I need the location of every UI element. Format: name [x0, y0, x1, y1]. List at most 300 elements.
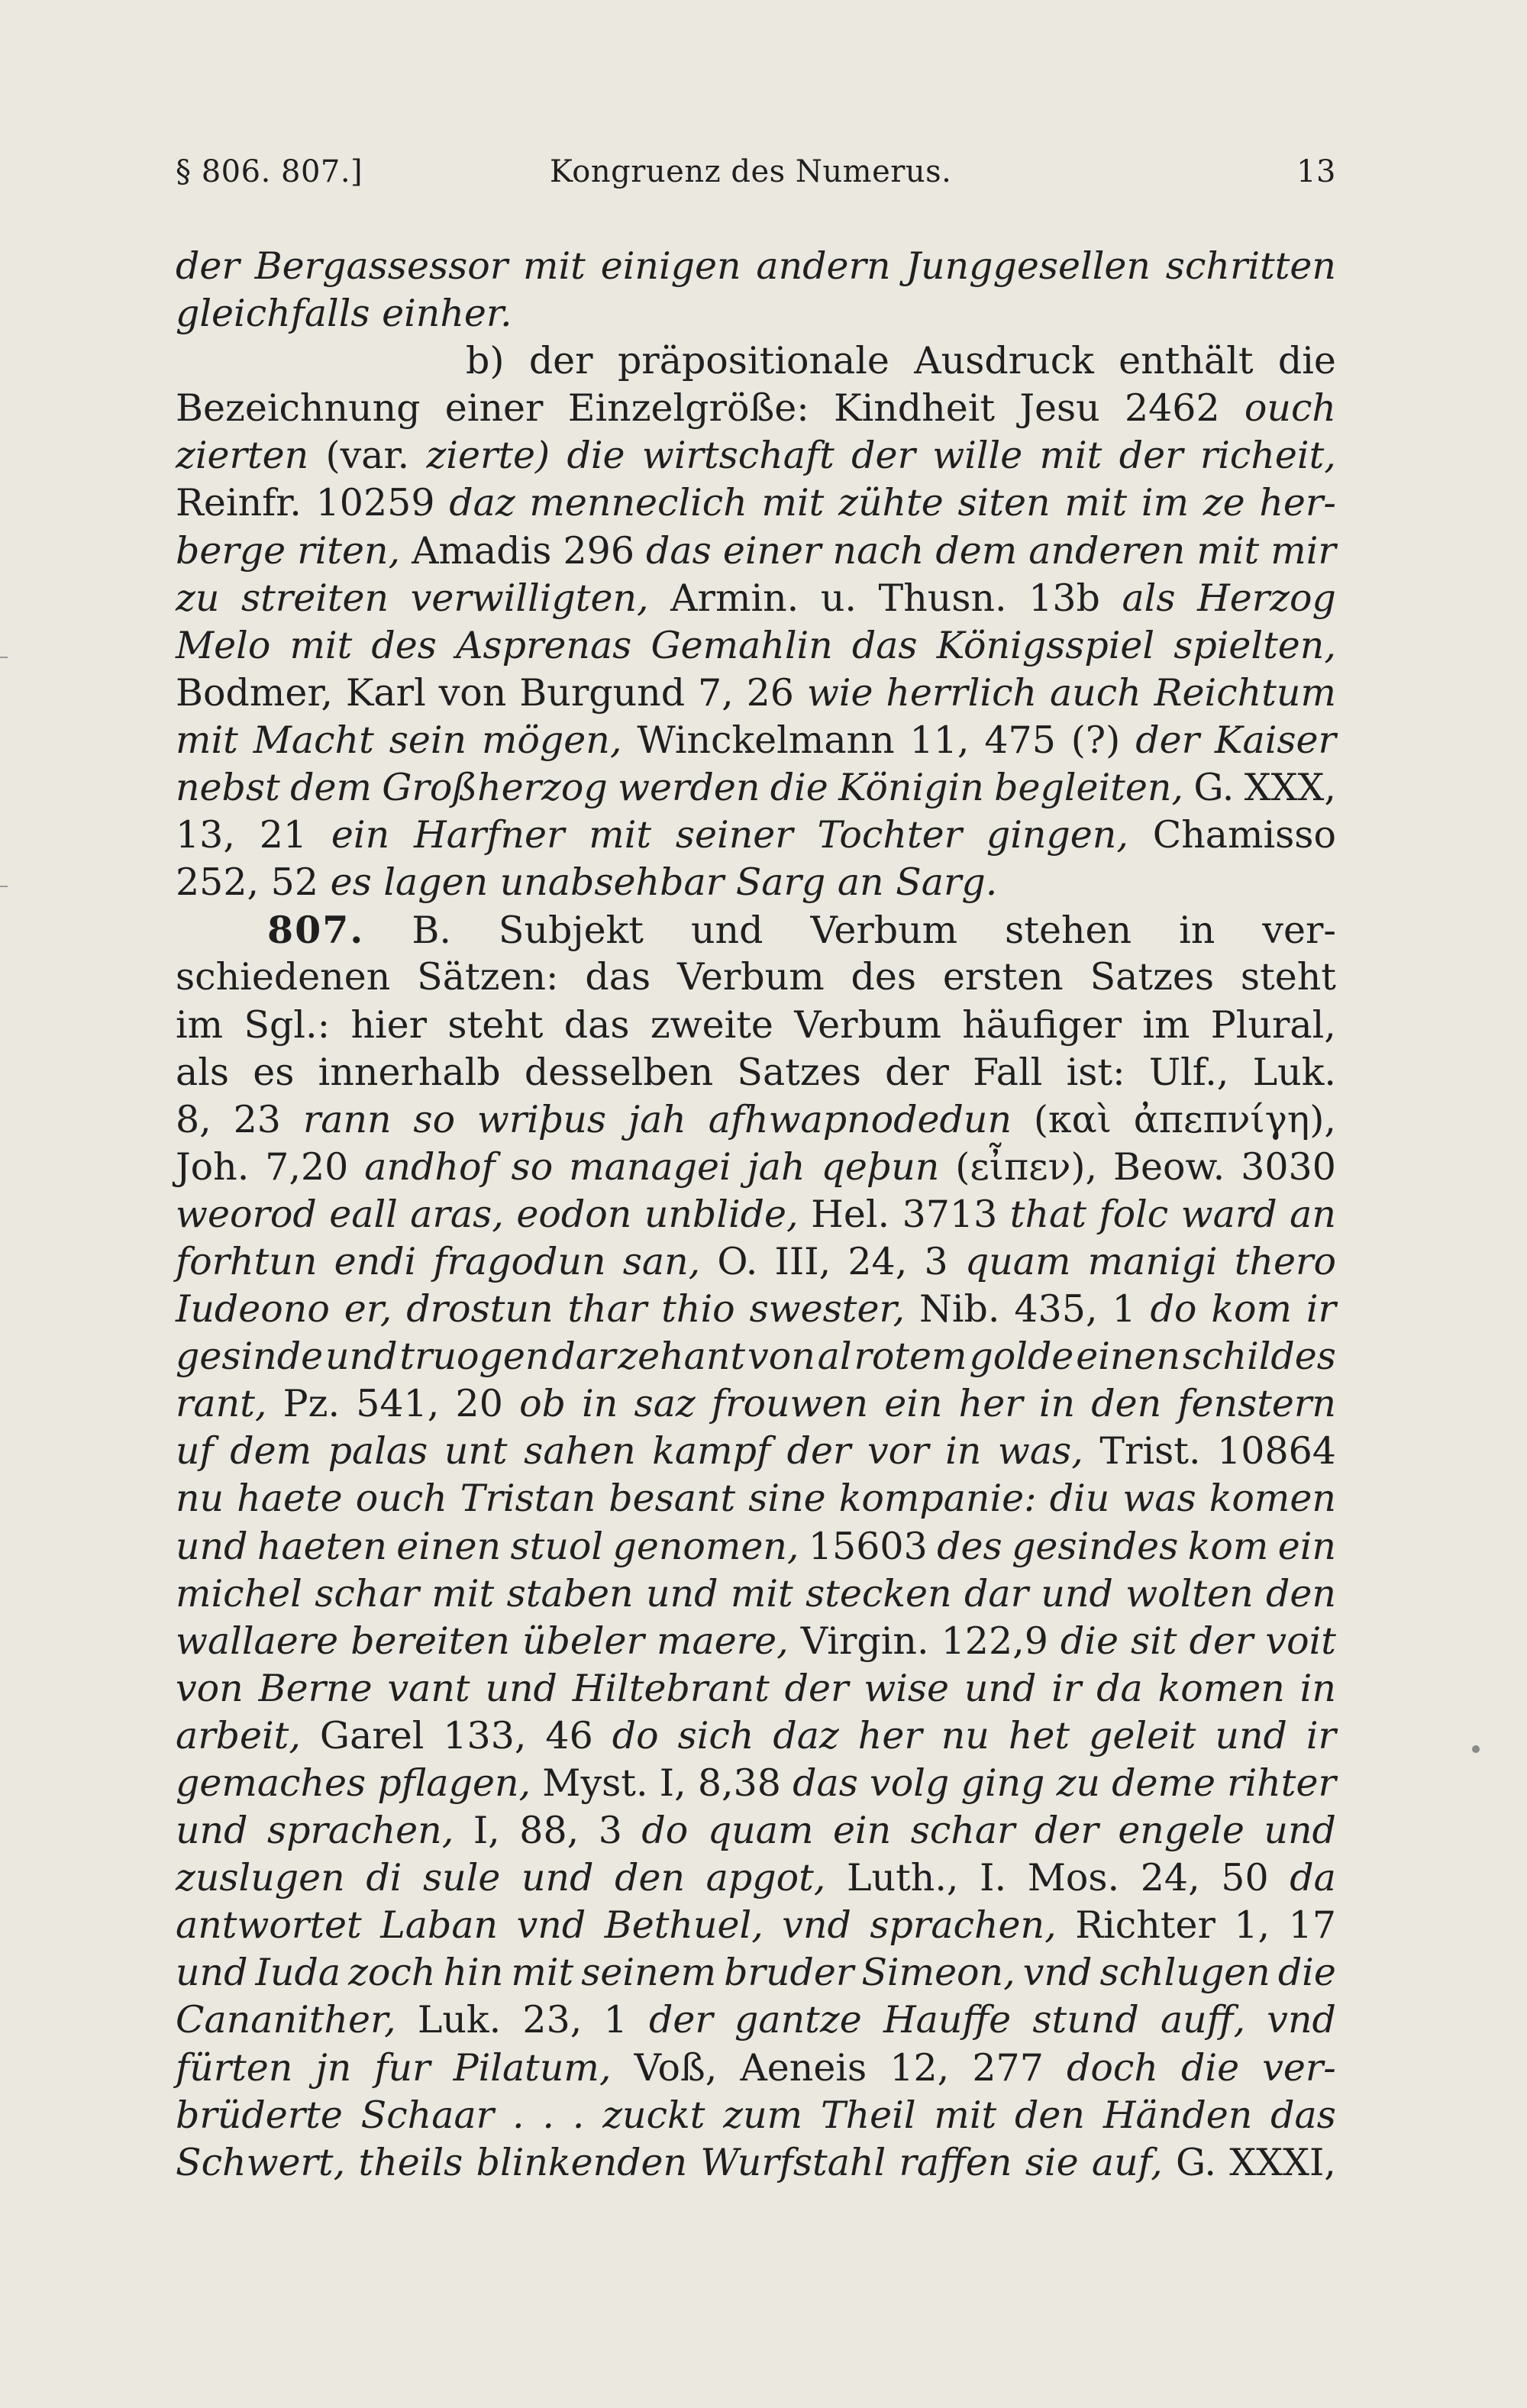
word: Aeneis: [740, 2045, 867, 2090]
word: mit: [431, 1571, 495, 1616]
word: Myst.: [542, 1761, 648, 1805]
word: mit: [1196, 528, 1260, 573]
word: 46: [545, 1713, 593, 1758]
word: schildes: [1182, 1335, 1336, 1379]
word: nu: [176, 1477, 224, 1521]
word: Macht: [253, 718, 374, 762]
word: bruder: [724, 1951, 854, 1995]
text-line: [176, 528, 1336, 575]
word: jah: [747, 1144, 805, 1189]
word: ein: [331, 813, 390, 857]
word: 23: [233, 1097, 281, 1141]
word: das: [851, 623, 918, 667]
word: den: [1015, 2093, 1085, 2137]
word: der: [1119, 434, 1183, 478]
word: und: [176, 1951, 248, 1995]
text-line: [176, 1854, 1336, 1902]
word: Jesu: [1019, 386, 1100, 431]
word: anderen: [1028, 528, 1186, 573]
word: die: [567, 434, 625, 478]
text-line: [176, 337, 1336, 385]
word: sprachen,: [870, 1903, 1057, 1948]
word: I,: [473, 1809, 500, 1853]
word: vnd: [516, 1903, 586, 1948]
word: sit: [1131, 1619, 1177, 1663]
main-text: [176, 243, 1336, 2187]
word: ir: [1051, 1666, 1082, 1710]
word: schlugen: [1099, 1951, 1270, 1995]
word: ἀπεπνίγη),: [1133, 1097, 1336, 1141]
word: drostun: [406, 1287, 554, 1332]
word: .: [542, 2093, 554, 2137]
word: und: [690, 909, 764, 953]
word: zu: [176, 576, 220, 620]
word: 277: [972, 2045, 1044, 2090]
word: menneclich: [529, 481, 747, 525]
word: zweite: [650, 1002, 773, 1047]
word: Luth.,: [847, 1856, 959, 1900]
word: diu: [1049, 1477, 1110, 1521]
edge-mark: [0, 886, 8, 887]
text-line: [176, 1618, 1336, 1665]
edge-mark: [0, 657, 8, 658]
word: Chamisso: [1152, 813, 1336, 857]
word: saz: [634, 1382, 696, 1426]
text-line: [176, 1807, 1336, 1854]
text-line: [176, 1475, 1336, 1522]
word: präpositionale: [617, 339, 889, 383]
word: was,: [997, 1429, 1083, 1474]
text-line: [176, 1191, 1336, 1238]
word: andhof: [364, 1144, 496, 1189]
word: antwortet: [176, 1903, 362, 1948]
word: nebst: [176, 766, 280, 810]
word: Voß,: [634, 2045, 718, 2090]
word: mir: [1270, 528, 1336, 573]
word: brüderte: [176, 2093, 343, 2137]
word: pflagen,: [377, 1761, 531, 1805]
word: Thusn.: [878, 576, 1007, 620]
word: het: [1008, 1713, 1070, 1758]
word: jah: [628, 1097, 686, 1141]
word: ir: [1306, 1287, 1336, 1332]
word: besant: [609, 1477, 736, 1521]
word: einen: [1076, 1335, 1180, 1379]
word: daz: [773, 1713, 839, 1758]
word: unblide,: [644, 1192, 799, 1236]
word: zoch: [348, 1951, 436, 1995]
word: gantze: [734, 1998, 862, 2042]
word: vnd: [1022, 1951, 1093, 1995]
word: 20: [455, 1382, 503, 1426]
word: managei: [569, 1144, 731, 1189]
text-line: [176, 670, 1336, 717]
word: 1,: [1234, 1903, 1270, 1948]
word: und: [964, 1666, 1037, 1710]
word: einen: [396, 1524, 502, 1568]
word: Iuda: [255, 1951, 341, 1995]
word: uf: [176, 1429, 214, 1474]
text-line: [176, 1144, 1336, 1191]
word: und: [1264, 1809, 1336, 1853]
text-line: [176, 290, 1336, 337]
word: kompanie:: [838, 1477, 1037, 1521]
running-header: [176, 154, 1336, 197]
word: Fall: [973, 1050, 1043, 1094]
word: ging: [960, 1761, 1045, 1805]
text-line: [176, 1238, 1336, 1286]
word: Armin.: [670, 576, 799, 620]
word: Harfner: [413, 813, 565, 857]
word: afhwapnodedun: [708, 1097, 1012, 1141]
word: forhtun: [176, 1239, 318, 1283]
word: in: [1179, 909, 1215, 953]
word: der: [1135, 718, 1199, 762]
word: kampf: [652, 1429, 771, 1474]
word: der: [1035, 1809, 1099, 1853]
word: ob: [519, 1382, 566, 1426]
word: dar: [551, 1335, 616, 1379]
word: häufiger: [962, 1002, 1122, 1047]
word: 15603: [808, 1524, 928, 1568]
word: wolten: [1125, 1571, 1254, 1616]
word: 88,: [519, 1809, 579, 1853]
word: 1: [1112, 1287, 1136, 1332]
word: zum: [723, 2093, 803, 2137]
word: Schwert,: [176, 2140, 346, 2184]
word: (?): [1070, 718, 1121, 762]
word: blinkenden: [476, 2140, 688, 2184]
word: der: [176, 244, 240, 288]
word: und: [176, 1524, 248, 1568]
word: kom: [1187, 1524, 1269, 1568]
word: Subjekt: [498, 909, 644, 953]
text-line: [176, 1949, 1336, 1996]
word: Bodmer,: [176, 670, 333, 715]
word: siten: [957, 481, 1051, 525]
word: genomen,: [612, 1524, 799, 1568]
word: und: [325, 1335, 398, 1379]
word: Amadis: [412, 528, 552, 573]
word: mit: [761, 481, 825, 525]
word: das: [563, 1002, 630, 1047]
word: komen: [1209, 1477, 1336, 1521]
word: Laban: [380, 1903, 499, 1948]
word: gesinde: [176, 1335, 324, 1379]
word: 7,20: [265, 1144, 349, 1189]
word: qeþun: [821, 1144, 940, 1189]
word: andern: [756, 244, 891, 288]
word: Burgund: [519, 670, 686, 715]
word: dem: [935, 528, 1018, 573]
word: des: [371, 623, 437, 667]
word: Garel: [319, 1713, 425, 1758]
text-line: [176, 2092, 1336, 2139]
word: sule: [422, 1856, 501, 1900]
word: 8,: [176, 1097, 211, 1141]
word: Theil: [820, 2093, 916, 2137]
word: 24,: [847, 1239, 908, 1283]
word: wriþus: [476, 1097, 607, 1141]
word: G.: [1193, 766, 1235, 810]
word: I,: [659, 1761, 686, 1805]
word: golde: [969, 1335, 1074, 1379]
word: den: [1266, 1571, 1336, 1616]
text-line: [176, 812, 1336, 859]
word: mit: [523, 244, 586, 288]
word: frouwen: [711, 1382, 869, 1426]
word: al: [817, 1335, 852, 1379]
word: mögen,: [481, 718, 622, 762]
text-line: [176, 717, 1336, 764]
word: Kindheit: [833, 386, 996, 431]
word: 23,: [522, 1998, 583, 2042]
word: 3: [924, 1239, 948, 1283]
word: des: [851, 955, 917, 999]
text-line: [176, 1712, 1336, 1760]
word: in: [582, 1382, 618, 1426]
word: apgot,: [705, 1856, 826, 1900]
word: steht: [1240, 955, 1336, 999]
word: dem: [290, 766, 372, 810]
word: auch: [1049, 670, 1141, 715]
word: Melo: [176, 623, 271, 667]
word: jn: [315, 2045, 352, 2090]
word: verwilligten,: [410, 576, 649, 620]
word: mit: [1039, 434, 1102, 478]
word: Sätzen:: [417, 955, 559, 999]
word: Händen: [1102, 2093, 1253, 2137]
text-line: [176, 1380, 1336, 1428]
word: die: [770, 766, 828, 810]
word: das: [646, 528, 712, 573]
running-title: Kongruenz des Numerus.: [550, 154, 952, 189]
word: der: [851, 434, 915, 478]
word: Reichtum: [1154, 670, 1336, 715]
word: stund: [1032, 1998, 1139, 2042]
word: Mos.: [1027, 1856, 1120, 1900]
word: Verbum: [794, 1002, 941, 1047]
word: her-: [1259, 481, 1336, 525]
word: fur: [374, 2045, 431, 2090]
word: weorod: [176, 1192, 317, 1236]
word: Simeon,: [861, 1951, 1015, 1995]
word: richeit,: [1199, 434, 1336, 478]
word: endi: [334, 1239, 417, 1283]
text-line: [176, 906, 1336, 954]
word: schar: [910, 1809, 1015, 1853]
word: XXX,: [1244, 766, 1336, 810]
word: von: [747, 1335, 815, 1379]
word: dem: [230, 1429, 312, 1474]
word: rann: [302, 1097, 392, 1141]
word: Reinfr.: [176, 481, 302, 525]
text-line: [176, 1049, 1336, 1096]
word: zehant: [618, 1335, 746, 1379]
word: arbeit,: [176, 1713, 301, 1758]
word: es: [253, 1050, 295, 1094]
text-line: [176, 1665, 1336, 1712]
word: ze: [1203, 481, 1245, 525]
word: swester,: [749, 1287, 906, 1332]
word: den: [1091, 1382, 1162, 1426]
word: manigi: [1087, 1239, 1218, 1283]
word: 296: [563, 528, 634, 573]
word: Sgl.:: [244, 1002, 331, 1047]
word: 12,: [889, 2045, 950, 2090]
word: gleichfalls einher.: [176, 292, 512, 336]
word: ersten: [942, 955, 1064, 999]
word: und: [176, 1809, 248, 1853]
word: zu: [1056, 1761, 1100, 1805]
word: schar: [315, 1571, 419, 1616]
word: und: [521, 1856, 594, 1900]
word: gesindes: [1012, 1524, 1179, 1568]
word: streiten: [241, 576, 389, 620]
word: 2462: [1124, 386, 1220, 431]
word: michel: [176, 1571, 302, 1616]
word: übeler: [521, 1619, 644, 1663]
word: theils: [358, 2140, 463, 2184]
word: Joh.: [176, 1144, 250, 1189]
word: vnd: [782, 1903, 851, 1948]
word: da: [1096, 1666, 1143, 1710]
word: ver-: [1262, 2045, 1336, 2090]
word: werden: [618, 766, 760, 810]
word: zuslugen: [176, 1856, 345, 1900]
word: enthält: [1119, 339, 1254, 383]
word: auff,: [1160, 1998, 1246, 2042]
word: Bethuel,: [604, 1903, 764, 1948]
word: bereiten: [350, 1619, 510, 1663]
word: Verbum: [676, 955, 825, 999]
word: Cananither,: [176, 1998, 396, 2042]
word: 252, 52 es lagen unabsehbar Sarg an Sarg.: [176, 860, 998, 905]
word: do: [1150, 1287, 1197, 1332]
word: Asprenas: [456, 623, 632, 667]
word: da: [1290, 1856, 1336, 1900]
word: vnd: [1267, 1998, 1336, 2042]
word: 807.: [267, 908, 365, 953]
margin-dot: [1472, 1745, 1480, 1753]
word: 10259: [315, 481, 435, 525]
word: mit: [176, 718, 238, 762]
word: III,: [774, 1239, 831, 1283]
word: 3030: [1241, 1144, 1336, 1189]
word: so: [413, 1097, 456, 1141]
word: do: [641, 1809, 689, 1853]
word: mit: [1064, 481, 1128, 525]
word: b): [466, 339, 505, 383]
word: that: [1009, 1192, 1086, 1236]
word: thero: [1234, 1239, 1336, 1283]
word: einer: [722, 528, 822, 573]
text-line: [176, 1902, 1336, 1949]
word: haeten: [257, 1524, 387, 1568]
word: gemaches: [176, 1761, 366, 1805]
word: Bergassessor: [254, 244, 508, 288]
word: desselben: [524, 1050, 714, 1094]
text-line: [176, 622, 1336, 670]
word: 21: [259, 813, 308, 857]
word: zierte): [426, 434, 550, 478]
word: voit: [1265, 1619, 1336, 1663]
word: deme: [1112, 1761, 1215, 1805]
word: fenstern: [1177, 1382, 1336, 1426]
word: die: [1277, 1951, 1336, 1995]
word: fürten: [176, 2045, 293, 2090]
word: (εἶπεν),: [955, 1144, 1098, 1189]
word: her: [958, 1382, 1023, 1426]
word: steht: [447, 1002, 544, 1047]
word: gingen,: [986, 813, 1128, 857]
word: die: [1277, 339, 1336, 383]
word: (var.: [325, 434, 410, 478]
word: stehen: [1005, 909, 1132, 953]
word: die: [1181, 2045, 1240, 2090]
word: di: [366, 1856, 402, 1900]
word: in: [945, 1429, 982, 1474]
word: engele: [1118, 1809, 1245, 1853]
word: einer: [444, 386, 544, 431]
word: Virgin.: [800, 1619, 929, 1663]
word: komen: [1157, 1666, 1285, 1710]
page-number: 13: [1296, 154, 1336, 189]
text-line: [176, 1096, 1336, 1144]
word: u.: [820, 576, 857, 620]
word: Bezeichnung: [176, 386, 421, 431]
word: 13b: [1028, 576, 1100, 620]
word: ir: [1306, 1713, 1336, 1758]
text-line: [176, 385, 1336, 432]
word: eodon: [516, 1192, 632, 1236]
word: Tristan: [460, 1477, 596, 1521]
word: Junggesellen: [906, 244, 1151, 288]
word: das: [793, 1761, 858, 1805]
word: nach: [832, 528, 925, 573]
word: der: [784, 1666, 849, 1710]
word: raffen: [899, 2140, 1012, 2184]
word: do: [612, 1713, 659, 1758]
word: hier: [350, 1002, 428, 1047]
word: sich: [677, 1713, 754, 1758]
word: Ausdruck: [914, 339, 1094, 383]
word: Königin: [838, 766, 984, 810]
word: was: [1122, 1477, 1196, 1521]
word: 3: [598, 1809, 622, 1853]
word: so: [511, 1144, 554, 1189]
word: und: [485, 1666, 557, 1710]
word: auf,: [1091, 2140, 1163, 2184]
word: 8,38: [697, 1761, 781, 1805]
word: ouch: [355, 1477, 447, 1521]
word: Trist.: [1099, 1429, 1201, 1474]
word: vor: [867, 1429, 929, 1474]
word: Hel.: [811, 1192, 890, 1236]
text-line: [176, 1002, 1336, 1049]
word: sein: [389, 718, 467, 762]
text-line: [176, 1286, 1336, 1333]
word: her: [857, 1713, 922, 1758]
word: zierten: [176, 434, 309, 478]
word: Hauffe: [883, 1998, 1012, 2042]
word: 17: [1288, 1903, 1336, 1948]
word: quam: [964, 1239, 1071, 1283]
word: seinem: [581, 1951, 717, 1995]
word: im: [1141, 481, 1190, 525]
word: Richter: [1075, 1903, 1215, 1948]
word: zuckt: [602, 2093, 705, 2137]
